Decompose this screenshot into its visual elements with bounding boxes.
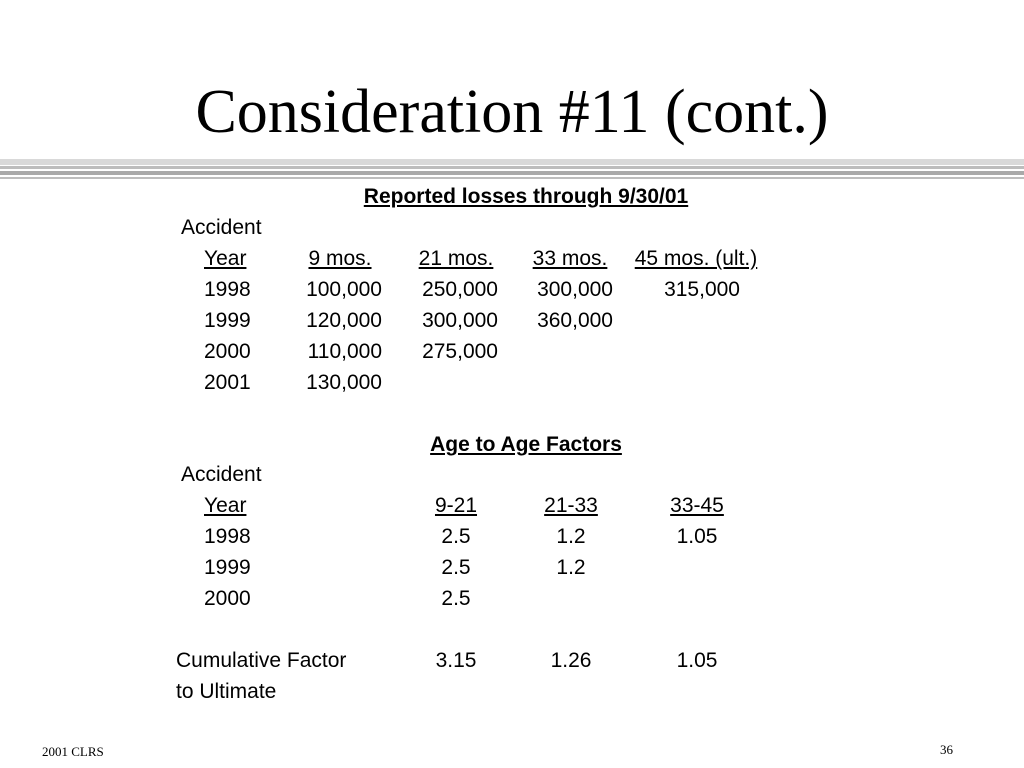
accident-year-label: 2000 <box>204 340 251 363</box>
cumulative-factor-value: 3.15 <box>435 649 477 672</box>
column-header-21-mos: 21 mos. <box>418 247 494 270</box>
loss-value: 130,000 <box>306 371 382 394</box>
footer-source: 2001 CLRS <box>42 744 104 759</box>
age-factor-value: 2.5 <box>441 587 471 610</box>
loss-value: 275,000 <box>422 340 498 363</box>
age-factors-row-label-accident: Accident <box>181 463 262 486</box>
reported-losses-row-label-year: Year <box>204 247 247 270</box>
age-factor-value: 1.2 <box>556 525 586 548</box>
page-number: 36 <box>940 742 953 757</box>
title-divider-2 <box>0 166 1024 169</box>
accident-year-label: 1999 <box>204 309 251 332</box>
column-header-45-mos-ult: 45 mos. (ult.) <box>634 247 758 270</box>
title-divider-1 <box>0 159 1024 165</box>
cumulative-factor-label-line2: to Ultimate <box>176 680 277 703</box>
accident-year-label: 1998 <box>204 278 251 301</box>
accident-year-label: 1998 <box>204 525 251 548</box>
slide-title: Consideration #11 (cont.) <box>195 78 829 146</box>
age-factor-value: 1.2 <box>556 556 586 579</box>
loss-value: 250,000 <box>422 278 498 301</box>
age-factor-value: 1.05 <box>676 525 718 548</box>
loss-value: 300,000 <box>537 278 613 301</box>
age-factor-value: 2.5 <box>441 525 471 548</box>
accident-year-label: 2001 <box>204 371 251 394</box>
column-header-9-mos: 9 mos. <box>308 247 372 270</box>
loss-value: 100,000 <box>306 278 382 301</box>
cumulative-factor-value: 1.05 <box>676 649 718 672</box>
cumulative-factor-value: 1.26 <box>550 649 592 672</box>
age-factors-heading: Age to Age Factors <box>430 433 622 456</box>
column-header-21-33: 21-33 <box>544 494 598 517</box>
accident-year-label: 2000 <box>204 587 251 610</box>
age-factor-value: 2.5 <box>441 556 471 579</box>
reported-losses-row-label-accident: Accident <box>181 216 262 239</box>
column-header-33-mos: 33 mos. <box>532 247 608 270</box>
column-header-9-21: 9-21 <box>434 494 478 517</box>
cumulative-factor-label: Cumulative Factor <box>176 649 347 672</box>
loss-value: 315,000 <box>664 278 740 301</box>
accident-year-label: 1999 <box>204 556 251 579</box>
loss-value: 300,000 <box>422 309 498 332</box>
age-factors-row-label-year: Year <box>204 494 247 517</box>
loss-value: 360,000 <box>537 309 613 332</box>
column-header-33-45: 33-45 <box>670 494 724 517</box>
loss-value: 110,000 <box>307 340 382 363</box>
reported-losses-heading: Reported losses through 9/30/01 <box>363 185 689 208</box>
title-divider-4 <box>0 177 1024 179</box>
loss-value: 120,000 <box>306 309 382 332</box>
title-divider-3 <box>0 171 1024 175</box>
